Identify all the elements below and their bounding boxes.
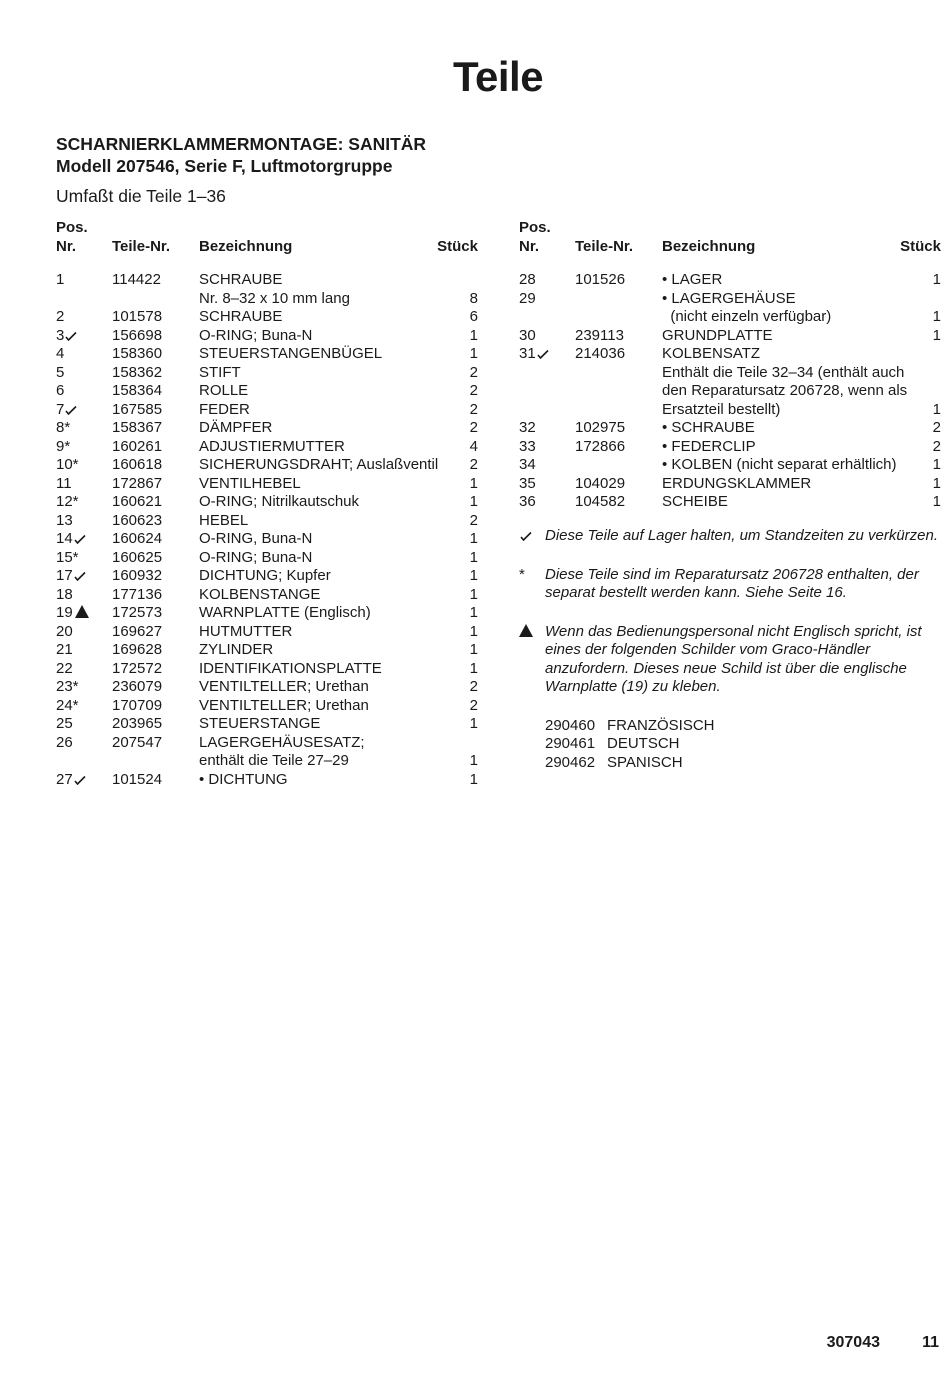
pos-number: 7 [56,401,77,420]
part-description: • KOLBEN (nicht separat erhältlich) [662,456,897,473]
pos-number: 24* [56,696,79,714]
pos-number: 26 [56,733,73,751]
pos-number: 17 [56,567,86,586]
check-icon [65,331,77,341]
part-number: 158364 [112,382,163,399]
part-description: O-RING; Buna-N [199,326,313,344]
section-heading: SCHARNIERKLAMMERMONTAGE: SANITÄR [56,134,427,154]
part-quantity: 2 [932,419,941,436]
table-row [56,493,478,512]
table-row [56,456,478,475]
note-repair-kit-text: Diese Teile sind im Reparatursatz 206728 enthalten, der separat bestellt werden kann. Siehe Seite 16. [545,565,919,601]
check-icon [74,571,86,581]
table-header [519,219,941,259]
part-description: O-RING, Buna-N [199,530,313,547]
part-description: WARNPLATTE (Englisch) [199,604,371,621]
pos-number: 34 [519,456,536,473]
part-quantity: 2 [469,363,478,381]
table-row [56,586,478,605]
header-nr: Nr. [56,237,77,255]
part-description: O-RING; Buna-N [199,548,313,566]
table-row [519,327,941,346]
part-quantity: 2 [469,419,478,436]
table-row [56,641,478,660]
table-row [519,290,941,327]
pos-number: 3 [56,327,77,346]
part-number: 160624 [112,530,163,547]
table-row [56,549,478,568]
table-row [56,475,478,494]
part-quantity: 2 [932,437,941,455]
asterisk-icon: * [519,565,525,583]
part-description: IDENTIFIKATIONSPLATTE [199,659,382,677]
pos-number: 9* [56,437,71,455]
check-icon [74,775,86,785]
part-description: SICHERUNGSDRAHT; Auslaßventil [199,456,439,473]
part-description: ERDUNGSKLAMMER [662,474,812,492]
pos-number: 2 [56,308,65,325]
part-description: • FEDERCLIP [662,437,756,455]
part-number: 102975 [575,419,626,436]
part-quantity: 2 [469,696,478,714]
part-number: 169627 [112,622,163,640]
header-nr: Nr. [519,237,540,255]
part-quantity: 1 [469,659,478,677]
pos-number: 8* [56,419,71,436]
page-title: Teile [452,53,544,100]
part-description: • DICHTUNG [199,770,288,788]
part-number: 172572 [112,659,163,677]
part-description: • LAGER [662,271,723,288]
part-quantity: 2 [469,511,478,529]
part-number: 160618 [112,456,163,473]
table-row [56,604,478,623]
table-row [56,678,478,697]
part-quantity: 1 [932,271,941,288]
table-header [56,219,478,259]
pos-number: 15* [56,548,79,566]
pos-number: 36 [519,493,536,510]
table-row [56,697,478,716]
header-part-number: Teile-Nr. [575,237,634,255]
part-quantity: 1 [469,474,478,492]
table-row [519,456,941,475]
pos-number: 29 [519,289,536,307]
part-number: 101524 [112,770,163,788]
table-row [519,271,941,290]
part-quantity: 2 [469,400,478,418]
part-quantity: 1 [469,326,478,344]
part-description: HEBEL [199,511,249,529]
part-number: 160625 [112,548,163,566]
part-quantity: 1 [932,308,941,325]
note-warning-plate [519,623,939,697]
document-number: 307043 [826,1334,880,1351]
pos-number: 5 [56,363,65,381]
part-number: 169628 [112,641,163,658]
part-number: 104029 [575,474,626,492]
table-row [56,308,478,327]
part-number: 236079 [112,678,163,695]
table-row [56,530,478,549]
table-row [56,364,478,383]
part-quantity: 2 [469,456,478,473]
part-number: 167585 [112,400,163,418]
part-quantity: 1 [932,326,941,344]
table-row [56,512,478,531]
pos-number: 22 [56,659,73,677]
header-description: Bezeichnung [662,237,756,255]
part-description: O-RING; Nitrilkautschuk [199,493,360,510]
part-quantity: 1 [932,456,941,473]
table-row [56,660,478,679]
pos-number: 27 [56,771,86,790]
table-row [56,438,478,457]
pos-number: 14 [56,530,86,549]
part-description: GRUNDPLATTE [662,326,773,344]
check-icon [537,349,549,359]
part-description: VENTILTELLER; Urethan [199,678,369,695]
table-row [519,345,941,419]
part-description: ZYLINDER [199,641,274,658]
header-pos: Pos. [519,219,551,236]
model-heading: Modell 207546, Serie F, Luftmotorgruppe [56,156,393,176]
part-number: 172573 [112,604,163,621]
part-quantity: 1 [932,474,941,492]
part-quantity: 1 [469,715,478,732]
note-stock [519,527,939,546]
table-row [56,271,478,308]
part-quantity: 2 [469,678,478,695]
part-number: 214036 [575,345,626,362]
pos-number: 20 [56,622,73,640]
part-quantity: 1 [469,548,478,566]
table-row [56,401,478,420]
part-description: DÄMPFER [199,419,273,436]
pos-number: 21 [56,641,73,658]
part-quantity: 8 [469,289,478,307]
warning-triangle-icon [75,605,89,618]
pos-number: 6 [56,382,65,399]
parts-rows [56,271,478,789]
part-quantity: 4 [469,437,478,455]
part-quantity: 1 [932,400,941,418]
pos-number: 18 [56,585,73,603]
header-pos: Pos. [56,219,88,236]
legend-notes [519,527,939,772]
part-number: 239113 [575,326,624,344]
list-item: 290461 DEUTSCH [545,735,680,752]
part-quantity: 2 [469,382,478,399]
part-number: 160621 [112,493,163,510]
page-number: 11 [922,1334,939,1351]
table-row [56,567,478,586]
part-number: 156698 [112,326,163,344]
part-quantity: 1 [469,530,478,547]
part-description: • SCHRAUBE [662,419,755,436]
table-row [56,734,478,771]
table-row [519,419,941,438]
parts-table-left [56,219,478,789]
header-part-number: Teile-Nr. [112,237,171,255]
part-description: DICHTUNG; Kupfer [199,567,331,584]
part-description: VENTILHEBEL [199,474,301,492]
check-icon [74,534,86,544]
part-number: 158362 [112,363,163,381]
part-description: SCHRAUBE Nr. 8–32 x 10 mm lang [199,271,350,307]
part-description: SCHEIBE [662,493,728,510]
part-number: 207547 [112,733,163,751]
note-warning-plate-text: Wenn das Bedienungspersonal nicht Englisch spricht, ist eines der folgenden Schilder vom Graco-Händler anzufordern. Dieses neue Schild ist über die englische Warnplatte (19) zu kleben. [545,622,922,695]
parts-rows [519,271,941,512]
table-row [56,715,478,734]
language-plate-list [519,717,939,773]
part-number: 177136 [112,585,163,603]
part-quantity: 1 [469,641,478,658]
part-description: HUTMUTTER [199,622,293,640]
part-quantity: 1 [469,604,478,621]
part-number: 172866 [575,437,626,455]
part-quantity: 1 [932,493,941,510]
part-quantity: 1 [469,752,478,769]
table-row [519,438,941,457]
part-number: 203965 [112,715,163,732]
pos-number: 11 [56,474,72,492]
pos-number: 12* [56,493,79,510]
pos-number: 1 [56,271,65,288]
pos-number: 31 [519,345,549,364]
pos-number: 4 [56,345,65,362]
pos-number: 30 [519,326,536,344]
part-description: KOLBENSATZ Enthält die Teile 32–34 (enthält auch den Reparatursatz 206728, wenn als Ersatzteil bestellt) [662,345,908,418]
part-description: STEUERSTANGENBÜGEL [199,345,383,362]
part-quantity: 1 [469,345,478,362]
table-row [56,345,478,364]
part-description: ROLLE [199,382,249,399]
list-item: 290462 SPANISCH [545,753,683,771]
pos-number: 19 [56,604,89,623]
part-number: 101526 [575,271,626,288]
part-description: LAGERGEHÄUSESATZ; enthält die Teile 27–29 [199,733,365,769]
part-quantity: 1 [469,567,478,584]
pos-number: 23* [56,678,79,695]
pos-number: 28 [519,271,536,288]
table-row [56,623,478,642]
pos-number: 10* [56,456,79,473]
part-description: ADJUSTIERMUTTER [199,437,345,455]
header-quantity: Stück [437,237,478,255]
check-icon [519,527,532,546]
part-quantity: 6 [469,308,478,325]
table-row [56,327,478,346]
pos-number: 35 [519,474,536,492]
table-row [56,382,478,401]
warning-triangle-icon [519,623,533,642]
pos-number: 32 [519,419,536,436]
part-description: KOLBENSTANGE [199,585,321,603]
part-description: • LAGERGEHÄUSE (nicht einzeln verfügbar) [662,289,832,325]
part-number: 160261 [112,437,163,455]
pos-number: 13 [56,511,73,529]
part-number: 158367 [112,419,163,436]
part-number: 160932 [112,567,163,584]
header-quantity: Stück [900,237,941,255]
part-description: VENTILTELLER; Urethan [199,696,369,714]
part-quantity: 1 [469,493,478,510]
part-quantity: 1 [469,585,478,603]
pos-number: 25 [56,715,73,732]
part-quantity: 1 [469,770,478,788]
part-description: SCHRAUBE [199,308,283,325]
part-description: FEDER [199,400,250,418]
part-number: 172867 [112,474,163,492]
check-icon [65,405,77,415]
part-number: 101578 [112,308,163,325]
parts-table-right [519,219,941,512]
pos-number: 33 [519,437,536,455]
scope-heading: Umfaßt die Teile 1–36 [56,186,226,206]
table-row [56,771,478,790]
table-row [56,419,478,438]
header-description: Bezeichnung [199,237,293,255]
part-quantity: 1 [469,622,478,640]
part-description: STIFT [199,363,241,381]
part-number: 158360 [112,345,163,362]
table-row [519,475,941,494]
part-number: 104582 [575,493,626,510]
part-number: 160623 [112,511,163,529]
table-row [519,493,941,512]
part-number: 170709 [112,696,163,714]
note-stock-text: Diese Teile auf Lager halten, um Standzeiten zu verkürzen. [545,527,939,544]
list-item: 290460 FRANZÖSISCH [545,716,715,734]
note-repair-kit [519,566,939,603]
part-description: STEUERSTANGE [199,715,321,732]
part-number: 114422 [112,271,161,288]
